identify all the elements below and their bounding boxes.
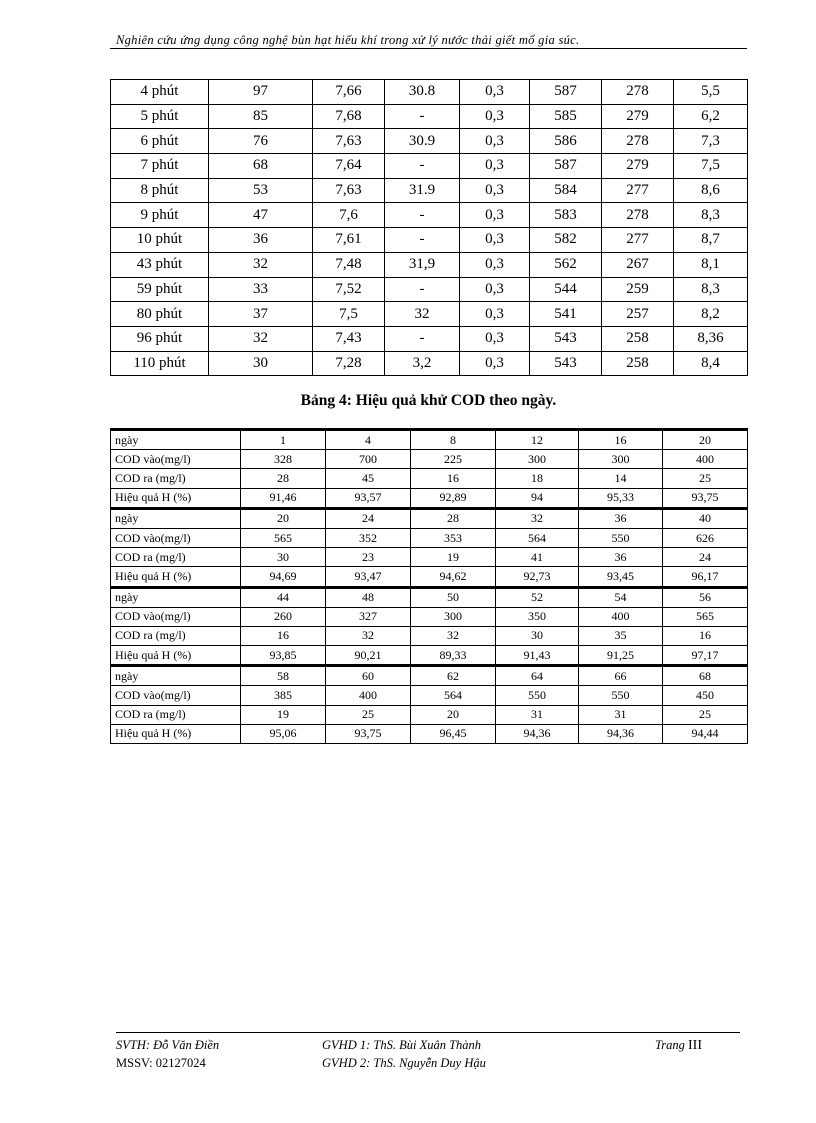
table-cell: 327 (326, 607, 411, 626)
table-cell: 8 (411, 430, 496, 450)
table-cell: 6,2 (674, 104, 748, 129)
table-cell: 400 (326, 686, 411, 705)
table-cell: 259 (602, 277, 674, 302)
table-cell: 543 (530, 326, 602, 351)
table-cell: 45 (326, 469, 411, 488)
table-cell: 550 (496, 686, 579, 705)
table-cell: 94,62 (411, 567, 496, 587)
table-cell: 8,4 (674, 351, 748, 376)
table-cell: 58 (241, 666, 326, 686)
table-cell: 279 (602, 154, 674, 179)
table-row (111, 567, 748, 587)
table-cell: 278 (602, 80, 674, 105)
table-cell: 550 (579, 686, 663, 705)
table-cell: 36 (579, 508, 663, 528)
table-cell: 7,3 (674, 129, 748, 154)
table-cell: 52 (496, 587, 579, 607)
table-cell: 1 (241, 430, 326, 450)
table-cell: 93,75 (326, 724, 411, 743)
table-cell: 7,66 (313, 80, 385, 105)
table-cell: 93,85 (241, 646, 326, 666)
table-cell: 258 (602, 351, 674, 376)
table-cell: 4 phút (111, 80, 209, 105)
table-cell: 7,28 (313, 351, 385, 376)
table-row (111, 548, 748, 567)
table-cell: 19 (241, 705, 326, 724)
table-cell: 8,1 (674, 252, 748, 277)
table-row (111, 178, 748, 203)
table-row (111, 203, 748, 228)
table-cell: 66 (579, 666, 663, 686)
table-cell: 8,7 (674, 228, 748, 253)
table-row (111, 724, 748, 743)
table-cell: 20 (241, 508, 326, 528)
table-cell: 96,17 (663, 567, 748, 587)
table-cell: 7,48 (313, 252, 385, 277)
table-cell: 31 (496, 705, 579, 724)
table-caption: Bảng 4: Hiệu quả khử COD theo ngày. (300, 392, 557, 409)
table-cell: 64 (496, 666, 579, 686)
table-cell: 267 (602, 252, 674, 277)
table-cell: 8,2 (674, 302, 748, 327)
table-cell: 544 (530, 277, 602, 302)
table-row (111, 626, 748, 645)
table-cell: 32 (209, 326, 313, 351)
table-cell: 16 (411, 469, 496, 488)
table-cell: 0,3 (460, 178, 530, 203)
table-cell: 0,3 (460, 104, 530, 129)
table-cell: 56 (663, 587, 748, 607)
table-cell: 35 (579, 626, 663, 645)
table-cell: 31.9 (385, 178, 460, 203)
table-cell: 450 (663, 686, 748, 705)
page-header: Nghiên cứu ứng dụng công nghệ bùn hạt hiếu khí trong xử lý nước thải giết mổ gia súc. (116, 33, 580, 47)
table-cell: 36 (209, 228, 313, 253)
table-cell: 76 (209, 129, 313, 154)
table-cell: 16 (241, 626, 326, 645)
footer-rule (116, 1032, 740, 1033)
table-cell: 700 (326, 450, 411, 469)
table-cell: 0,3 (460, 154, 530, 179)
table-cell: 565 (663, 607, 748, 626)
table-cell: - (385, 326, 460, 351)
table-cell: 16 (579, 430, 663, 450)
table-cell: 400 (579, 607, 663, 626)
row-label: COD ra (mg/l) (111, 626, 241, 645)
table-cell: 93,75 (663, 488, 748, 508)
table-cell: 565 (241, 528, 326, 547)
table-row (111, 488, 748, 508)
table-cell: 585 (530, 104, 602, 129)
table-cell: 25 (663, 469, 748, 488)
table-cell: 30 (241, 548, 326, 567)
page-number (655, 1038, 702, 1054)
row-label: ngày (111, 666, 241, 686)
table-cell: 95,06 (241, 724, 326, 743)
table-cell: 32 (385, 302, 460, 327)
table-cell: 352 (326, 528, 411, 547)
table-cell: 94,36 (579, 724, 663, 743)
table-row (111, 430, 748, 450)
table-cell: 94,69 (241, 567, 326, 587)
row-label: Hiệu quả H (%) (111, 724, 241, 743)
table-cell: 94 (496, 488, 579, 508)
table-cell: 96,45 (411, 724, 496, 743)
table-cell: 48 (326, 587, 411, 607)
table-cell: 50 (411, 587, 496, 607)
row-label: COD ra (mg/l) (111, 469, 241, 488)
table-row (111, 104, 748, 129)
table-cell: 40 (663, 508, 748, 528)
cod-efficiency-table (110, 428, 748, 744)
table-cell: - (385, 277, 460, 302)
table-cell: 32 (411, 626, 496, 645)
table-cell: 30.9 (385, 129, 460, 154)
table-cell: 53 (209, 178, 313, 203)
table-cell: 0,3 (460, 228, 530, 253)
table-row (111, 686, 748, 705)
table-cell: 10 phút (111, 228, 209, 253)
table-cell: 7,61 (313, 228, 385, 253)
table-cell: 0,3 (460, 277, 530, 302)
table-row (111, 646, 748, 666)
table-cell: 44 (241, 587, 326, 607)
table-cell: 300 (411, 607, 496, 626)
table-cell: 626 (663, 528, 748, 547)
table-cell: 587 (530, 154, 602, 179)
table-cell: 62 (411, 666, 496, 686)
row-label: Hiệu quả H (%) (111, 488, 241, 508)
table-row (111, 450, 748, 469)
table-cell: 54 (579, 587, 663, 607)
table-cell: 543 (530, 351, 602, 376)
table-cell: 7,64 (313, 154, 385, 179)
table-cell: - (385, 203, 460, 228)
table-row (111, 277, 748, 302)
table-cell: 68 (209, 154, 313, 179)
table-cell: 0,3 (460, 203, 530, 228)
table-cell: 95,33 (579, 488, 663, 508)
table-cell: 36 (579, 548, 663, 567)
table-cell: 4 (326, 430, 411, 450)
table-row (111, 302, 748, 327)
table-cell: 0,3 (460, 252, 530, 277)
footer-student: SVTH: Đỗ Văn Điền (116, 1038, 220, 1052)
table-row (111, 587, 748, 607)
table-cell: 0,3 (460, 80, 530, 105)
table-cell: 18 (496, 469, 579, 488)
table-row (111, 528, 748, 547)
table-cell: 25 (663, 705, 748, 724)
row-label: ngày (111, 508, 241, 528)
table-cell: 300 (496, 450, 579, 469)
table-row (111, 129, 748, 154)
table-cell: 37 (209, 302, 313, 327)
table-cell: 8,36 (674, 326, 748, 351)
table-cell: 0,3 (460, 326, 530, 351)
table-cell: 260 (241, 607, 326, 626)
table-cell: 32 (326, 626, 411, 645)
table-cell: 90,21 (326, 646, 411, 666)
table-cell: 564 (496, 528, 579, 547)
table-row (111, 508, 748, 528)
measurement-table (110, 79, 748, 376)
table-cell: 5 phút (111, 104, 209, 129)
table-cell: 89,33 (411, 646, 496, 666)
table-cell: 584 (530, 178, 602, 203)
table-cell: 225 (411, 450, 496, 469)
footer-student-id: MSSV: 02127024 (116, 1056, 206, 1070)
table-cell: 7,63 (313, 178, 385, 203)
table-cell: 6 phút (111, 129, 209, 154)
table-cell: 257 (602, 302, 674, 327)
table-cell: 3,2 (385, 351, 460, 376)
table-cell: 68 (663, 666, 748, 686)
table-cell: 8,6 (674, 178, 748, 203)
table-cell: 94,44 (663, 724, 748, 743)
table-cell: 93,57 (326, 488, 411, 508)
table-cell: 587 (530, 80, 602, 105)
table-cell: 550 (579, 528, 663, 547)
table-cell: 91,43 (496, 646, 579, 666)
table-cell: 7,5 (674, 154, 748, 179)
table-cell: 110 phút (111, 351, 209, 376)
row-label: ngày (111, 430, 241, 450)
table-cell: 5,5 (674, 80, 748, 105)
row-label: Hiệu quả H (%) (111, 646, 241, 666)
table-row (111, 154, 748, 179)
table-cell: 277 (602, 228, 674, 253)
cod-table-wrapper (110, 428, 747, 744)
table-cell: 14 (579, 469, 663, 488)
page-number-value: III (688, 1038, 703, 1053)
table-cell: 0,3 (460, 302, 530, 327)
table-cell: 7,52 (313, 277, 385, 302)
table-cell: 28 (241, 469, 326, 488)
table-cell: 8,3 (674, 277, 748, 302)
table-cell: 91,25 (579, 646, 663, 666)
table-cell: 32 (209, 252, 313, 277)
table-cell: 92,73 (496, 567, 579, 587)
table-cell: 93,45 (579, 567, 663, 587)
table-cell: 16 (663, 626, 748, 645)
table-cell: 25 (326, 705, 411, 724)
row-label: COD ra (mg/l) (111, 548, 241, 567)
row-label: COD vào(mg/l) (111, 528, 241, 547)
table-row (111, 351, 748, 376)
table-row (111, 607, 748, 626)
table-cell: 85 (209, 104, 313, 129)
table-cell: - (385, 104, 460, 129)
table-cell: 258 (602, 326, 674, 351)
table-cell: 7 phút (111, 154, 209, 179)
table-cell: 24 (663, 548, 748, 567)
table-row (111, 80, 748, 105)
table-cell: 80 phút (111, 302, 209, 327)
table-cell: 28 (411, 508, 496, 528)
table-cell: 30.8 (385, 80, 460, 105)
table-cell: 586 (530, 129, 602, 154)
table-cell: 7,6 (313, 203, 385, 228)
table-cell: 583 (530, 203, 602, 228)
table-cell: 32 (496, 508, 579, 528)
row-label: COD vào(mg/l) (111, 450, 241, 469)
table-row (111, 469, 748, 488)
table-cell: 279 (602, 104, 674, 129)
table-cell: 97,17 (663, 646, 748, 666)
table-cell: 91,46 (241, 488, 326, 508)
footer-advisor-1: GVHD 1: ThS. Bùi Xuân Thành (322, 1038, 482, 1052)
table-cell: 20 (663, 430, 748, 450)
table-cell: 30 (496, 626, 579, 645)
table-cell: 33 (209, 277, 313, 302)
table-cell: 7,43 (313, 326, 385, 351)
table-cell: - (385, 228, 460, 253)
table-cell: - (385, 154, 460, 179)
table-cell: 350 (496, 607, 579, 626)
table-cell: 562 (530, 252, 602, 277)
row-label: Hiệu quả H (%) (111, 567, 241, 587)
table-cell: 8,3 (674, 203, 748, 228)
row-label: ngày (111, 587, 241, 607)
table-cell: 24 (326, 508, 411, 528)
table-cell: 93,47 (326, 567, 411, 587)
table-cell: 92,89 (411, 488, 496, 508)
table-cell: 59 phút (111, 277, 209, 302)
table-cell: 277 (602, 178, 674, 203)
table-cell: 97 (209, 80, 313, 105)
table-cell: 582 (530, 228, 602, 253)
table-cell: 7,5 (313, 302, 385, 327)
table-cell: 564 (411, 686, 496, 705)
table-cell: 7,68 (313, 104, 385, 129)
table-cell: 328 (241, 450, 326, 469)
table-cell: 20 (411, 705, 496, 724)
table-cell: 8 phút (111, 178, 209, 203)
table-row (111, 326, 748, 351)
table-cell: 400 (663, 450, 748, 469)
table-cell: 31,9 (385, 252, 460, 277)
table-cell: 300 (579, 450, 663, 469)
page-label: Trang (655, 1038, 685, 1052)
table-cell: 19 (411, 548, 496, 567)
table-cell: 278 (602, 203, 674, 228)
table-cell: 0,3 (460, 129, 530, 154)
table-cell: 9 phút (111, 203, 209, 228)
row-label: COD vào(mg/l) (111, 686, 241, 705)
table-cell: 60 (326, 666, 411, 686)
table-cell: 353 (411, 528, 496, 547)
table-cell: 47 (209, 203, 313, 228)
table-cell: 7,63 (313, 129, 385, 154)
table-cell: 12 (496, 430, 579, 450)
row-label: COD vào(mg/l) (111, 607, 241, 626)
table-row (111, 228, 748, 253)
table-cell: 30 (209, 351, 313, 376)
table-cell: 94,36 (496, 724, 579, 743)
table-cell: 41 (496, 548, 579, 567)
table-cell: 96 phút (111, 326, 209, 351)
row-label: COD ra (mg/l) (111, 705, 241, 724)
table-cell: 0,3 (460, 351, 530, 376)
table-cell: 43 phút (111, 252, 209, 277)
table-row (111, 666, 748, 686)
table-row (111, 705, 748, 724)
table-row (111, 252, 748, 277)
table-cell: 23 (326, 548, 411, 567)
table-cell: 31 (579, 705, 663, 724)
table-cell: 278 (602, 129, 674, 154)
header-rule (110, 48, 747, 49)
table-cell: 541 (530, 302, 602, 327)
footer-advisor-2: GVHD 2: ThS. Nguyễn Duy Hậu (322, 1056, 486, 1070)
table-cell: 385 (241, 686, 326, 705)
